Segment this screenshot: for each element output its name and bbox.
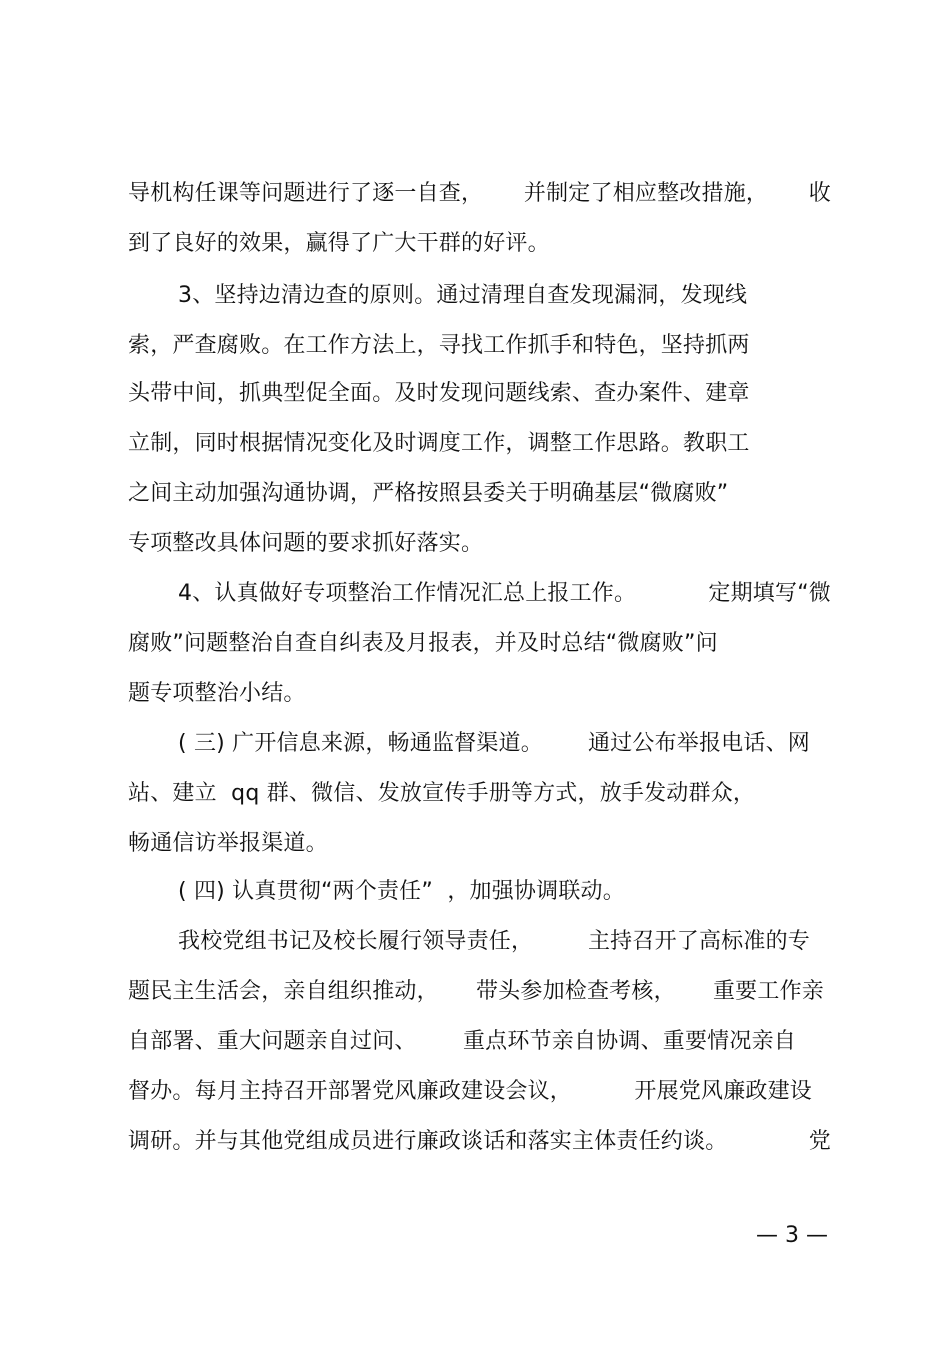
- text-line: 到了良好的效果，赢得了广大干群的好评。: [128, 231, 550, 256]
- text-segment: 开展党风廉政建设: [634, 1079, 812, 1104]
- text-segment: 调研。并与其他党组成员进行廉政谈话和落实主体责任约谈。: [128, 1129, 728, 1154]
- text-line: [128, 1124, 831, 1160]
- paragraph-4-start: [178, 576, 831, 612]
- text-segment: 重点环节亲自协调、重要情况亲自: [462, 1029, 796, 1054]
- text-line: [128, 1024, 796, 1060]
- section-3-heading: [178, 726, 810, 762]
- text-line: 畅通信访举报渠道。: [128, 831, 328, 856]
- text-segment: 定期填写“微: [708, 581, 831, 606]
- text-segment: 重要工作亲: [712, 979, 824, 1004]
- page-number: — 3 —: [756, 1223, 828, 1248]
- text-segment: 通过公布举报电话、网: [587, 731, 810, 756]
- text-segment: 主持召开了高标准的专: [587, 929, 810, 954]
- paragraph-start: [178, 924, 810, 960]
- text-segment: 带头参加检查考核，: [475, 979, 676, 1004]
- text-line: 头带中间，抓典型促全面。及时发现问题线索、查办案件、建章: [128, 381, 750, 406]
- text-segment: 并制定了相应整改措施，: [523, 181, 769, 206]
- text-segment: 收: [808, 181, 831, 206]
- text-segment: 我校党组书记及校长履行领导责任，: [178, 929, 534, 954]
- text-line: 之间主动加强沟通协调，严格按照县委关于明确基层“微腐败”: [128, 481, 729, 506]
- text-line: [128, 176, 831, 212]
- text-segment: 党: [808, 1129, 831, 1154]
- text-segment: 导机构任课等问题进行了逐一自查，: [128, 181, 484, 206]
- text-line: 专项整改具体问题的要求抓好落实。: [128, 531, 484, 556]
- paragraph-3-start: 3、坚持边清边查的原则。通过清理自查发现漏洞，发现线: [178, 283, 748, 308]
- section-4-heading: ( 四) 认真贯彻“两个责任” ，加强协调联动。: [178, 879, 625, 904]
- text-segment: ( 三) 广开信息来源，畅通监督渠道。: [178, 731, 543, 756]
- text-segment: 4、认真做好专项整治工作情况汇总上报工作。: [178, 581, 637, 606]
- text-segment: 题民主生活会，亲自组织推动，: [128, 979, 439, 1004]
- text-line: 索，严查腐败。在工作方法上，寻找工作抓手和特色，坚持抓两: [128, 333, 750, 358]
- text-line: 站、建立 qq 群、微信、发放宣传手册等方式，放手发动群众，: [128, 781, 756, 806]
- text-line: 题专项整治小结。: [128, 681, 306, 706]
- text-line: [128, 974, 824, 1010]
- text-segment: 自部署、重大问题亲自过问、: [128, 1029, 417, 1054]
- text-line: 腐败”问题整治自查自纠表及月报表，并及时总结“微腐败”问: [128, 631, 718, 656]
- text-line: 立制，同时根据情况变化及时调度工作，调整工作思路。教职工: [128, 431, 750, 456]
- text-segment: 督办。每月主持召开部署党风廉政建设会议，: [128, 1079, 573, 1104]
- text-line: [128, 1074, 812, 1110]
